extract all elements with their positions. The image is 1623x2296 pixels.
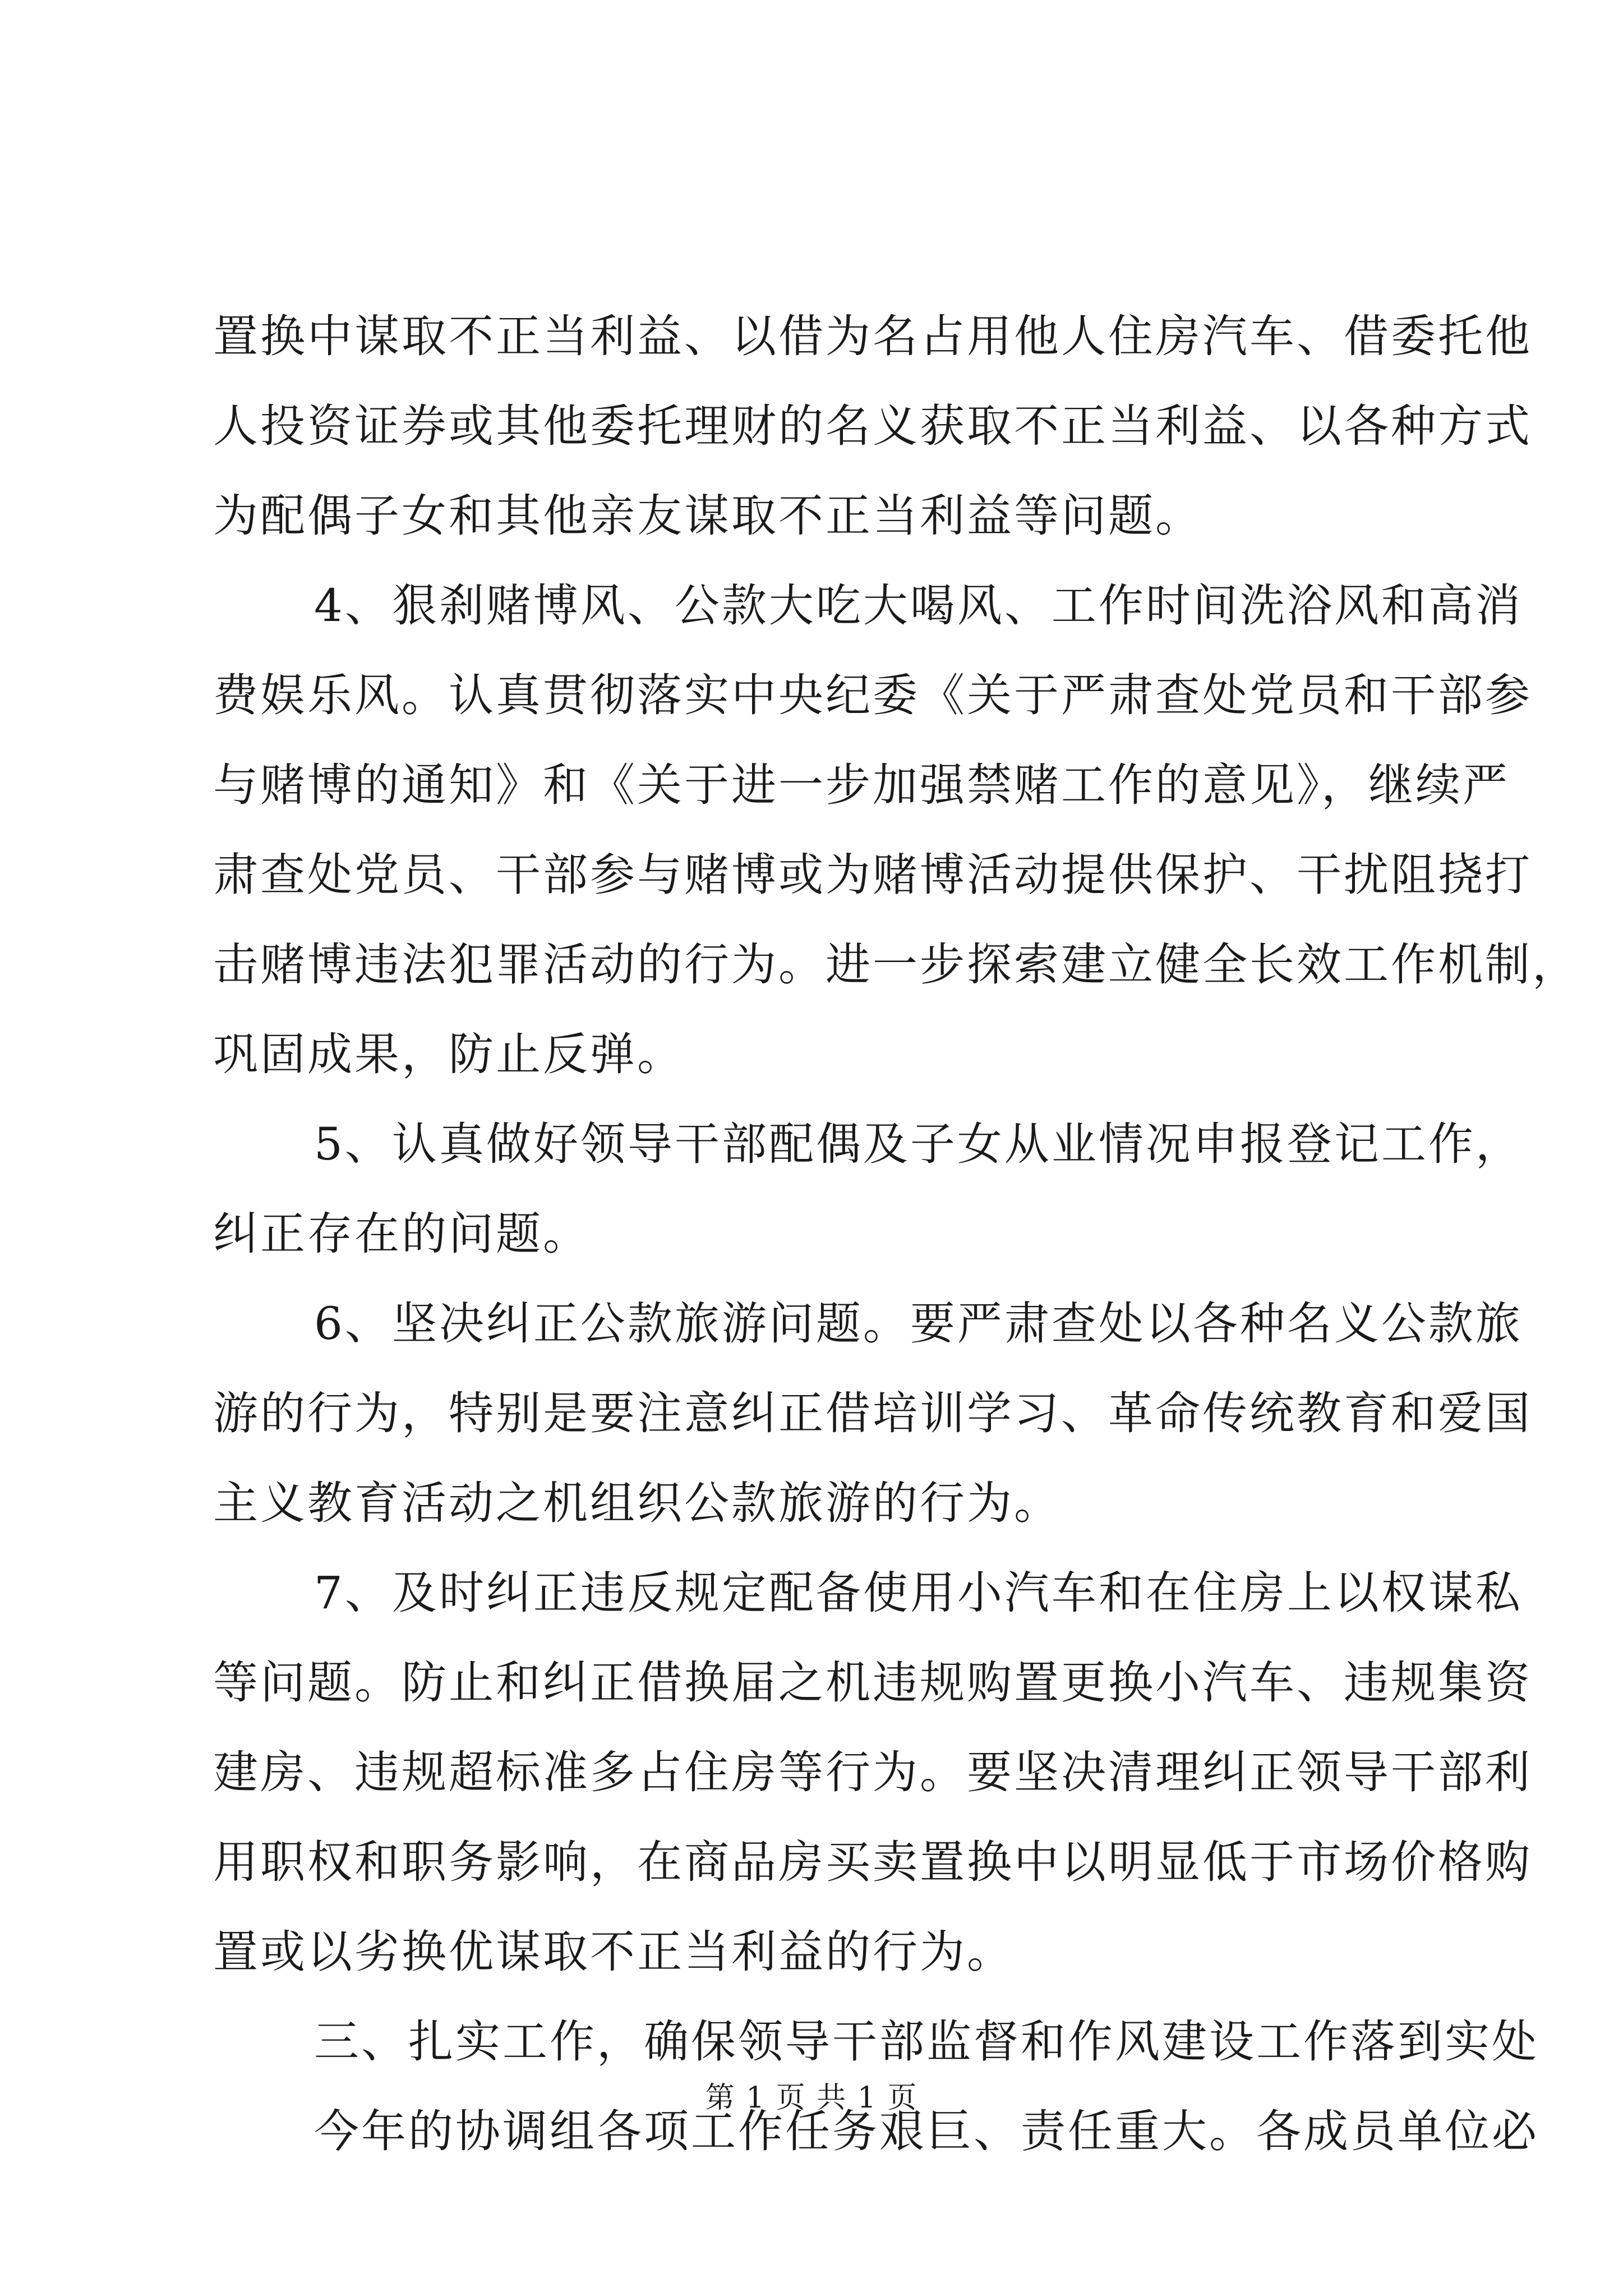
text-line: 等问题。防止和纠正借换届之机违规购置更换小汽车、违规集资 [213, 1657, 1532, 1709]
text-line: 4、狠刹赌博风、公款大吃大喝风、工作时间洗浴风和高消 [314, 579, 1523, 632]
text-line: 巩固成果，防止反弹。 [213, 1028, 684, 1080]
text-line: 费娱乐风。认真贯彻落实中央纪委《关于严肃查处党员和干部参 [213, 669, 1532, 721]
text-line: 与赌博的通知》和《关于进一步加强禁赌工作的意见》，继续严 [213, 759, 1510, 811]
text-line: 主义教育活动之机组织公款旅游的行为。 [213, 1477, 1061, 1529]
text-line: 游的行为，特别是要注意纠正借培训学习、革命传统教育和爱国 [213, 1387, 1532, 1439]
text-line: 为配偶子女和其他亲友谋取不正当利益等问题。 [213, 490, 1202, 542]
text-line: 肃查处党员、干部参与赌博或为赌博活动提供保护、干扰阻挠打 [213, 849, 1532, 901]
text-line: 建房、违规超标准多占住房等行为。要坚决清理纠正领导干部利 [213, 1746, 1532, 1798]
section-heading: 三、扎实工作，确保领导干部监督和作风建设工作落到实处 [314, 2016, 1539, 2068]
text-line: 用职权和职务影响，在商品房买卖置换中以明显低于市场价格购 [213, 1836, 1532, 1888]
text-line: 人投资证券或其他委托理财的名义获取不正当利益、以各种方式 [213, 400, 1532, 452]
text-line: 置换中谋取不正当利益、以借为名占用他人住房汽车、借委托他 [213, 310, 1532, 362]
text-line: 纠正存在的问题。 [213, 1208, 590, 1260]
text-line: 7、及时纠正违反规定配备使用小汽车和在住房上以权谋私 [314, 1567, 1523, 1619]
text-line: 置或以劣换优谋取不正当利益的行为。 [213, 1926, 1014, 1978]
text-line: 6、坚决纠正公款旅游问题。要严肃查处以各种名义公款旅 [314, 1297, 1523, 1350]
document-body [213, 292, 1579, 2177]
text-line: 5、认真做好领导干部配偶及子女从业情况申报登记工作， [314, 1118, 1523, 1170]
page-number-footer: 第 1 页 共 1 页 [705, 2081, 918, 2115]
text-line: 击赌博违法犯罪活动的行为。进一步探索建立健全长效工作机制， [213, 938, 1579, 991]
text-line: 今年的协调组各项工作任务艰巨、责任重大。各成员单位必 [314, 2105, 1539, 2157]
